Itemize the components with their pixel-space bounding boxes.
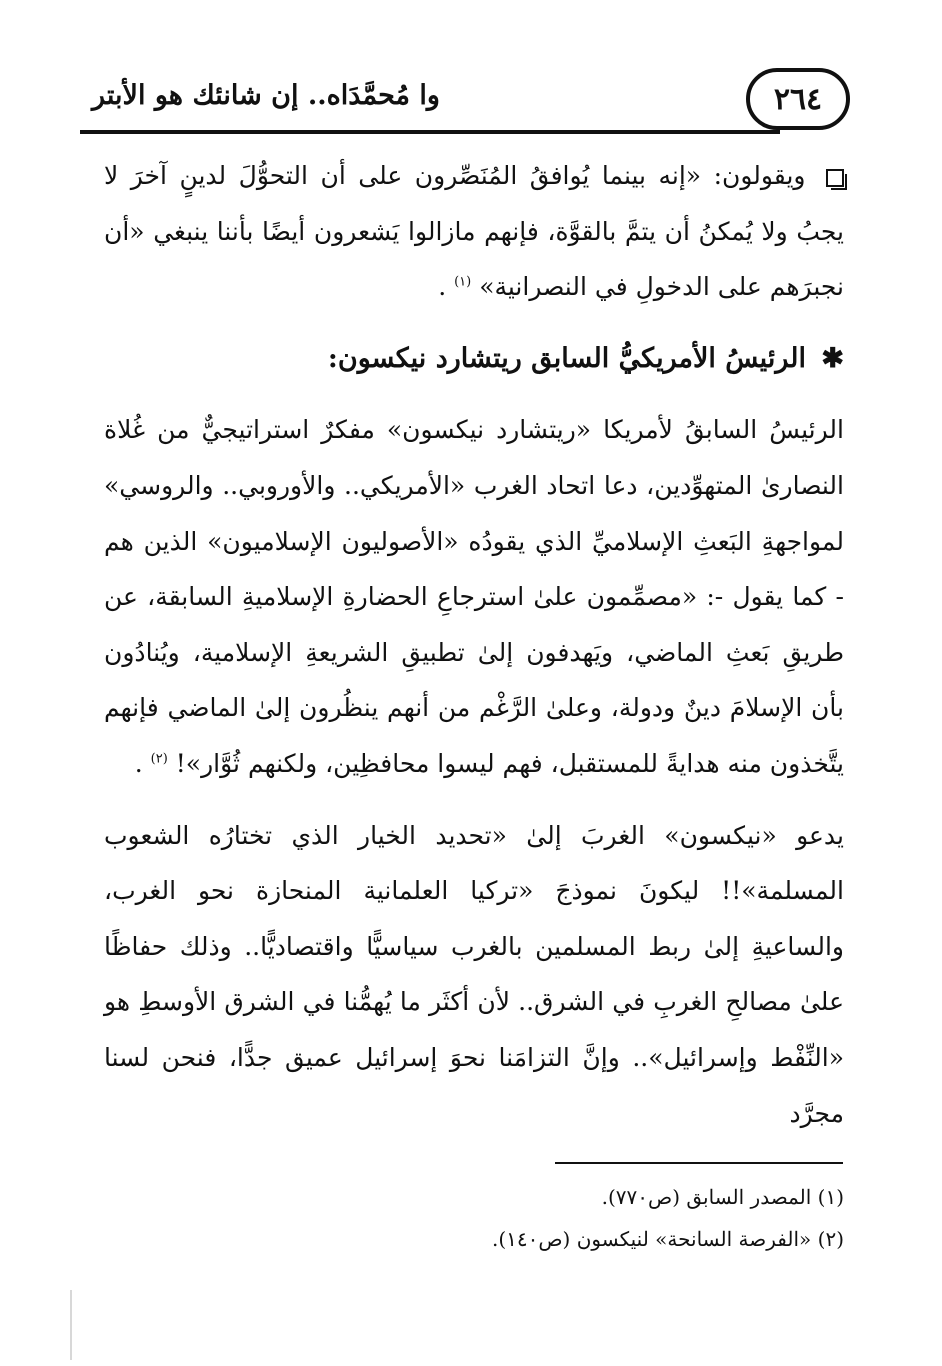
paragraph-west xyxy=(104,808,844,1142)
star-icon: ✱ xyxy=(821,342,844,374)
page-header xyxy=(80,68,850,138)
main-text xyxy=(104,148,844,1141)
square-bullet-icon xyxy=(826,169,844,187)
page-number: ٢٦٤ xyxy=(746,68,850,130)
paragraph-nixon-text: الرئيسُ السابقُ لأمريكا «ريتشارد نيكسون» مفكرٌ استراتيجيٌّ من غُلاة النصارىٰ المتهوِّدين، دعا اتحاد الغرب «الأمريكي.. والأوروبي.. والروسي» لمواجهةِ البَعثِ الإسلاميِّ الذي يقودُه «الأصوليون الإسلاميون» الذين هم - كما يقول -: «مصمِّمون علىٰ استرجاعِ الحضارةِ الإسلاميةِ السابقة، عن طريقِ بَعثِ الماضي، ويَهدفون إلىٰ تطبيقِ الشريعةِ الإسلامية، ويُنادُون بأن الإسلامَ دينٌ ودولة، وعلىٰ الرَّغْم من أنهم ينظُرون إلىٰ الماضي فإنهم يتَّخذون منه هدايةً للمستقبل، فهم ليسوا محافظِين، ولكنهم ثُوَّار»! xyxy=(104,415,844,778)
section-heading xyxy=(104,331,844,387)
paragraph-quote xyxy=(104,148,844,315)
running-title: وا مُحمَّدَاه.. إن شانئك هو الأبتر xyxy=(92,80,440,111)
paragraph-west-text: يدعو «نيكسون» الغربَ إلىٰ «تحديد الخيار الذي تختارُه الشعوب المسلمة»!! ليكونَ نموذجَ «تركيا العلمانية المنحازة نحو الغرب، والساعيةِ إلىٰ ربط المسلمين بالغرب سياسيًّا واقتصاديًّا.. وذلك حفاظًا علىٰ مصالحِ الغربِ في الشرق.. لأن أكثَر ما يُهمُّنا في الشرق الأوسطِ هو «النِّفْط وإسرائيل».. وإنَّ التزامَنا نحوَ إسرائيل عميق جدًّا، فنحن لسنا مجرَّد xyxy=(104,820,844,1128)
footnote-ref-1[interactable]: (١) xyxy=(454,274,472,290)
paragraph-quote-end: . xyxy=(438,272,447,302)
scan-edge-mark xyxy=(70,1290,72,1360)
footnote-2: (٢) «الفرصة السانحة» لنيكسون (ص١٤٠). xyxy=(491,1227,844,1251)
section-heading-text: الرئيسُ الأمريكيُّ السابق ريتشارد نيكسون: xyxy=(327,342,806,374)
paragraph-quote-text: ويقولون: «إنه بينما يُوافقُ المُنَصِّرون على أن التحوُّلَ لدينٍ آخرَ لا يجبُ ولا يُمكنُ أن يتمَّ بالقوَّة، فإنهم مازالوا يَشعرون أيضًا بأننا ينبغي «أن نجبرَهم على الدخولِ في النصرانية» xyxy=(104,161,844,302)
footnote-1: (١) المصدر السابق (ص٧٧٠). xyxy=(601,1185,844,1209)
footnote-ref-2[interactable]: (٢) xyxy=(150,751,168,767)
footnotes xyxy=(104,1176,844,1260)
header-rule xyxy=(80,130,780,134)
footnote-divider xyxy=(555,1162,843,1164)
paragraph-nixon-end: . xyxy=(134,748,143,778)
paragraph-nixon xyxy=(104,402,844,791)
